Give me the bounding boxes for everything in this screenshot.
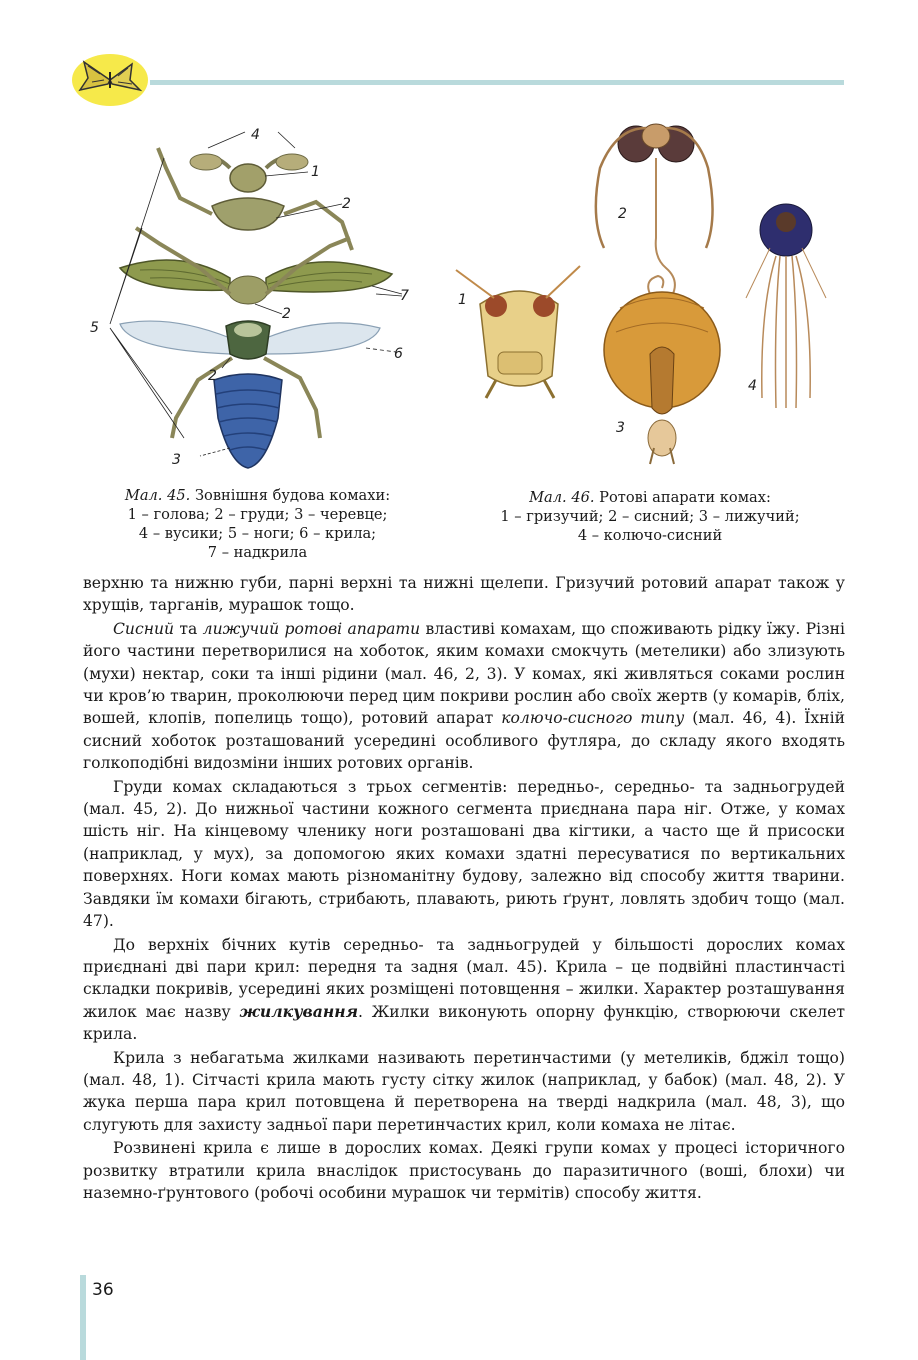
fig45-label-3: 3 bbox=[172, 452, 181, 468]
fig46-label-1: 1 bbox=[458, 292, 467, 308]
p2-text-3: (мал. 46, 4). Їхній сисний хоботок розташований усередині особливого футляра, до складу якого входять голкоподібні видозміни інших ротових органів. bbox=[83, 709, 845, 773]
fig45-label-4: 4 bbox=[251, 127, 260, 143]
paragraph-2 bbox=[83, 618, 845, 775]
paragraph-1: верхню та нижню губи, парні верхні та нижні щелепи. Гризучий ротовий апарат також у хрущів, тарганів, мурашок тощо. bbox=[83, 574, 845, 615]
paragraph-6: Розвинені крила є лише в дорослих комах. Деякі групи комах у процесі історичного розвитку втратили крила внаслідок пристосувань до паразитичного (воші, блохи) чи наземно-ґрунтового (робочі особини мурашок чи термітів) способу життя. bbox=[83, 1139, 845, 1202]
figure-46-caption-title: Мал. 46. bbox=[529, 489, 595, 506]
fig45-label-5: 5 bbox=[90, 320, 99, 336]
paragraph-5: Крила з небагатьма жилками називають перетинчастими (у метеликів, бджіл тощо) (мал. 48, 1). Сітчасті крила мають густу сітку жилок (наприклад, у бабок) (мал. 48, 2). У жука перша пара крил потовщена й перетворена на тверді надкрила (мал. 48, 3), що слугують для захисту задньої пари перетинчастих крил, коли комаха не літає. bbox=[83, 1048, 845, 1134]
figure-45-caption-line3: 4 – вусики; 5 – ноги; 6 – крила; bbox=[138, 525, 377, 542]
p4-text-1: До верхніх бічних кутів середньо- та задньогрудей у більшості дорослих комах приєднані дві пари крил: передня та задня (мал. 45). Крила – це подвійні пластинчасті складки покривів, усередині яких розміщені потовщення – жилки. Характер розташування жилок має назву bbox=[83, 935, 845, 1021]
fig45-label-2-mid: 2 bbox=[282, 306, 291, 322]
figure-45-caption-title: Мал. 45. bbox=[124, 487, 191, 504]
butterfly-logo bbox=[70, 52, 150, 108]
page-number: 36 bbox=[92, 1280, 114, 1300]
figure-45-caption-line1: Зовнішня будова комахи: bbox=[190, 487, 391, 504]
term-sucking: Сисний bbox=[113, 619, 175, 638]
body-text bbox=[83, 572, 845, 1205]
fig45-label-1: 1 bbox=[311, 164, 320, 180]
fig46-label-3: 3 bbox=[616, 420, 625, 436]
figure-46-mouthparts bbox=[440, 108, 840, 488]
figure-46-caption-line1: Ротові апарати комах: bbox=[594, 489, 771, 506]
fig45-label-2-low: 2 bbox=[208, 368, 217, 384]
paragraph-3: Груди комах складаються з трьох сегментів: передньо-, середньо- та задньогрудей (мал. 45, 2). До нижньої частини кожного сегмента приєднана пара ніг. Отже, у комах шість ніг. На кінцевому членику ноги розташовані два кігтики, а часто ще й присоски (наприклад, у мух), за допомогою яких комахи здатні пересуватися по вертикальних поверхнях. Ноги комах мають різноманітну будову, залежно від способу життя тварини. Завдяки їм комахи бігають, стрибають, плавають, риють ґрунт, ловлять здобич тощо (мал. 47). bbox=[83, 777, 845, 931]
term-lapping: лижучий ротові апарати bbox=[202, 619, 421, 638]
p4-text-2: . Жилки виконують опорну функцію, створюючи скелет крила. bbox=[83, 1002, 845, 1044]
figure-45-caption bbox=[85, 486, 430, 562]
figure-46-caption-line3: 4 – колючо-сисний bbox=[577, 527, 723, 544]
figure-45-caption-line4: 7 – надкрила bbox=[207, 544, 308, 561]
term-piercing-sucking: колючо-сисного типу bbox=[501, 709, 685, 728]
page-margin-bar bbox=[80, 1275, 86, 1360]
paragraph-4 bbox=[83, 934, 845, 1046]
figure-46-caption-line2: 1 – гризучий; 2 – сисний; 3 – лижучий; bbox=[500, 508, 800, 525]
fig45-label-7: 7 bbox=[400, 288, 409, 304]
figure-45-caption-line2: 1 – голова; 2 – груди; 3 – черевце; bbox=[127, 506, 388, 523]
term-venation: жилкування bbox=[239, 1001, 359, 1021]
figure-46-caption bbox=[450, 488, 850, 545]
p2-text-2: властиві комахам, що споживають рідку їжу. Різні його частини перетворилися на хоботок, яким комахи смокчуть (метелики) або злизують (мухи) нектар, соки та інші рідини (мал. 46, 2, 3). У комах, які живляться соками рослин чи кров’ю тварин, проколюючи перед цим покриви рослин або своїх жертв (у комарів, бліх, вошей, клопів, попелиць тощо), ротовий апарат bbox=[83, 619, 845, 728]
p2-text-1: та bbox=[174, 619, 203, 638]
fig45-label-2-top: 2 bbox=[342, 196, 351, 212]
fig46-label-4: 4 bbox=[748, 378, 757, 394]
figure-45-insect-anatomy bbox=[80, 118, 440, 478]
fig45-label-6: 6 bbox=[394, 346, 403, 362]
header-rule bbox=[150, 80, 844, 85]
fig46-label-2: 2 bbox=[618, 206, 627, 222]
